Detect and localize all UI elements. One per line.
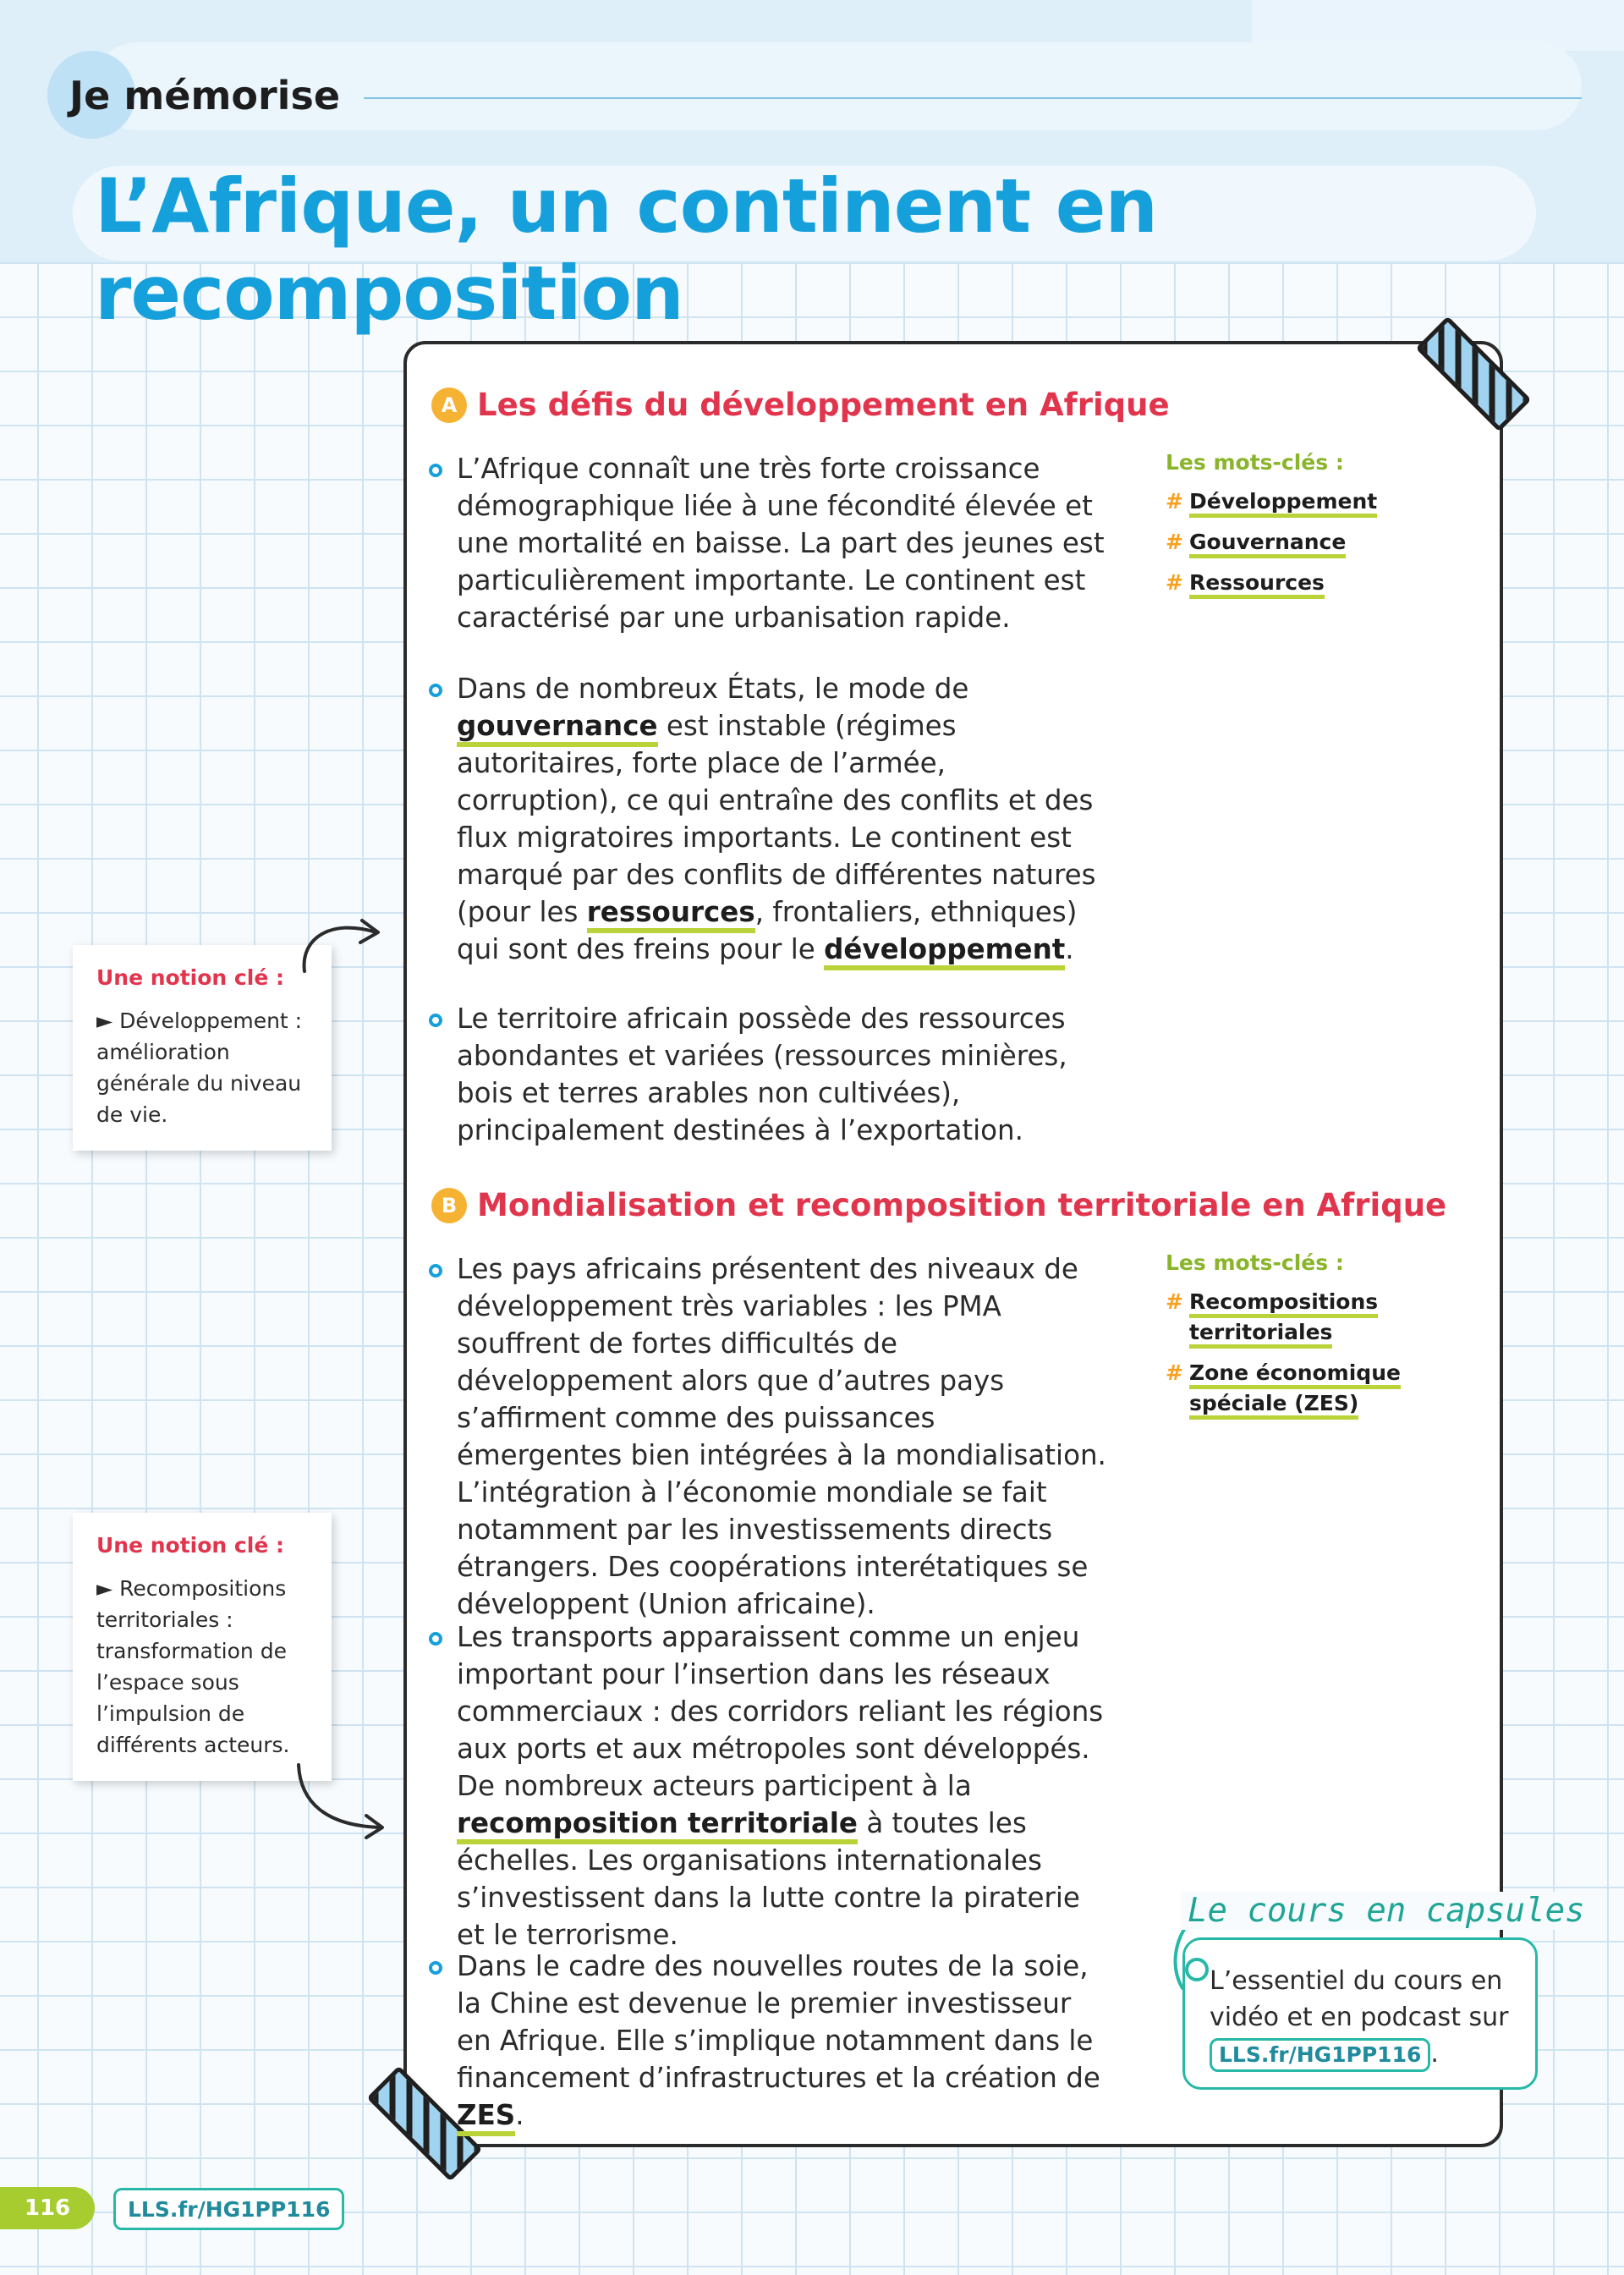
notion-text: ► Développement : amélioration générale du niveau de vie. [96, 1008, 303, 1127]
bullet-icon [429, 1014, 442, 1027]
notion-box-recompositions [73, 1513, 332, 1781]
capsule-bracket-icon [1166, 1921, 1216, 2022]
section-a-paragraph-3: Le territoire africain possède des ressources abondantes et variées (ressources minières, bois et terres arables non cultivées), principalement destinées à l’exportation. [457, 1000, 1108, 1149]
bullet-icon [429, 684, 442, 697]
section-b-keywords [1166, 1250, 1445, 1429]
bullet-icon [429, 464, 442, 477]
keyword-item: # Zone économique spéciale (ZES) [1166, 1358, 1445, 1419]
hash-icon: # [1166, 1360, 1183, 1385]
kicker-rule [364, 97, 1582, 99]
bullet-icon [429, 1632, 442, 1646]
keyword-item: # Gouvernance [1166, 527, 1445, 558]
hash-icon: # [1166, 1289, 1183, 1314]
keyword-item: # Recompositions territoriales [1166, 1287, 1445, 1348]
keyword-zes: ZES [457, 2099, 515, 2136]
capsule-link[interactable]: LLS.fr/HG1PP116 [1210, 2038, 1430, 2072]
page-number: 116 [0, 2187, 95, 2229]
capsule-title: Le cours en capsules [1181, 1892, 1592, 1930]
section-a-title: Les défis du développement en Afrique [477, 387, 1170, 423]
section-a-badge: A [431, 387, 467, 423]
keyword-recomposition-territoriale: recomposition territoriale [457, 1807, 858, 1844]
notion-text: ► Recompositions territoriales : transformation de l’espace sous l’impulsion de différents acteurs. [96, 1576, 290, 1757]
keywords-heading: Les mots-clés : [1166, 1250, 1344, 1275]
notion-heading: Une notion clé : [96, 965, 284, 990]
section-b-paragraph-2: Les transports apparaissent comme un enjeu important pour l’insertion dans les réseaux commerciaux : des corridors reliant les régions aux ports et aux métropoles sont développés. De nombreux acteurs participent à la recomposition territoriale à toutes les échelles. Les organisations internationales s’investissent dans la lutte contre la piraterie et le terrorisme. [457, 1618, 1108, 1954]
keyword-item: # Ressources [1166, 568, 1445, 598]
bullet-icon [429, 1264, 442, 1278]
section-b-heading [431, 1187, 1446, 1223]
arrow-icon [296, 914, 389, 981]
keyword-ressources: ressources [587, 896, 755, 933]
kicker-label: Je mémorise [69, 73, 341, 118]
bullet-icon [429, 1961, 442, 1975]
section-a-paragraph-1: L’Afrique connaît une très forte croissance démographique liée à une fécondité élevée et une mortalité en baisse. La part des jeunes est particulièrement importante. Le continent est caractérisé par une urbanisation rapide. [457, 450, 1108, 636]
notion-heading: Une notion clé : [96, 1533, 284, 1558]
keyword-item: # Développement [1166, 486, 1445, 517]
footer-link[interactable]: LLS.fr/HG1PP116 [113, 2188, 344, 2230]
section-a-paragraph-2: Dans de nombreux États, le mode de gouvernance est instable (régimes autoritaires, forte place de l’armée, corruption), ce qui entraîne des conflits et des flux migratoires importants. Le continent est marqué par des conflits de différentes natures (pour les ressources, frontaliers, ethniques) qui sont des freins pour le développement. [457, 670, 1108, 968]
keyword-developpement: développement [824, 933, 1065, 970]
arrow-icon [292, 1760, 393, 1836]
capsule-text: L’essentiel du cours en vidéo et en podcast sur LLS.fr/HG1PP116 . [1210, 1963, 1531, 2072]
hash-icon: # [1166, 570, 1183, 595]
keywords-heading: Les mots-clés : [1166, 450, 1344, 475]
hash-icon: # [1166, 530, 1183, 554]
section-b-badge: B [431, 1188, 467, 1223]
notion-box-developpement [73, 945, 332, 1151]
keyword-gouvernance: gouvernance [457, 710, 658, 747]
section-a-keywords [1166, 450, 1445, 608]
hash-icon: # [1166, 489, 1183, 514]
section-a-heading [431, 387, 1170, 423]
section-b-paragraph-3: Dans le cadre des nouvelles routes de la soie, la Chine est devenue le premier investisseur en Afrique. Elle s’implique notamment dans le financement d’infrastructures et la création de ZES. [457, 1948, 1108, 2134]
section-b-title: Mondialisation et recomposition territoriale en Afrique [477, 1187, 1447, 1223]
page-title: L’Afrique, un continent en recomposition [95, 162, 1158, 337]
section-b-paragraph-1: Les pays africains présentent des niveaux de développement très variables : les PMA souffrent de fortes difficultés de développement alors que d’autres pays s’affirment comme des puissances émergentes bien intégrées à la mondialisation. L’intégration à l’économie mondiale se fait notamment par les investissements directs étrangers. Des coopérations interétatiques se développent (Union africaine). [457, 1250, 1108, 1623]
